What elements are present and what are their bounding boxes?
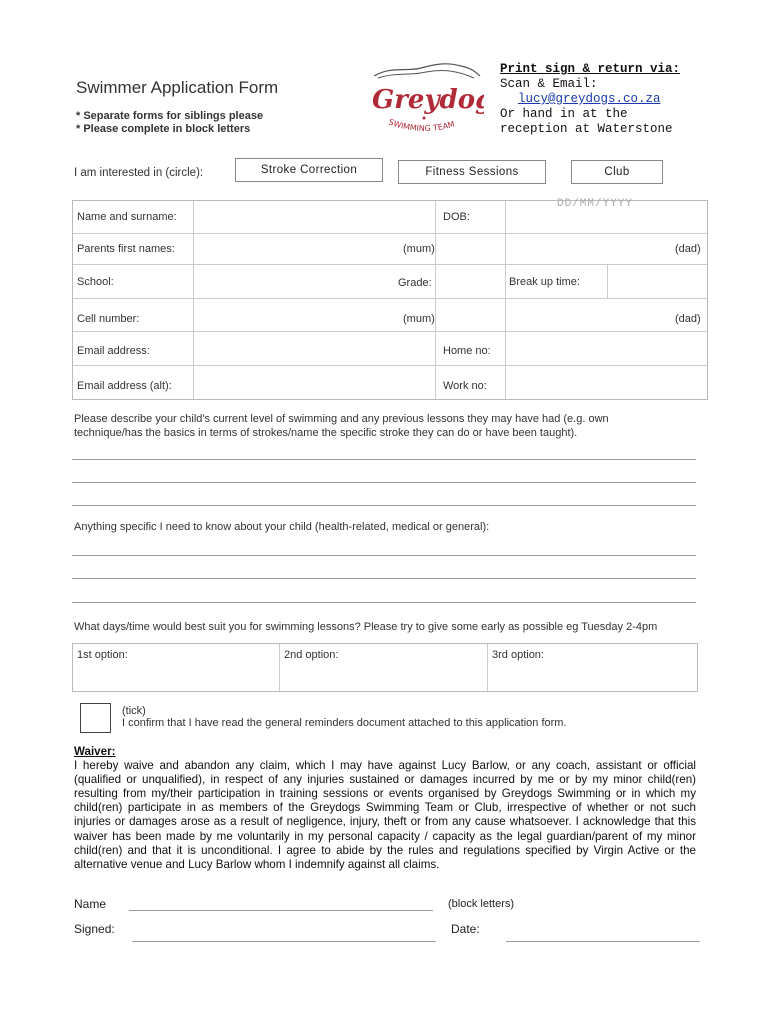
label-home: Home no:	[443, 345, 491, 357]
note-siblings: * Separate forms for siblings please	[76, 110, 264, 122]
days-options-table	[72, 643, 698, 692]
label-sign-name: Name	[74, 897, 107, 911]
label-mum: (mum)	[403, 243, 435, 255]
label-breakup: Break up time:	[509, 276, 580, 288]
waiver-text: I hereby waive and abandon any claim, which I may have against Lucy Barlow, or any coach, assistant or official (qualified or unqualified), in respect of any injuries sustained or damages incurred by me or by my minor child(ren) resulting from my/their participation in training sessions or events organised by Greydogs Swimming or in which my child(ren) participate in as members of the Greydogs Swimming Team or Club, irrespective of whether or not such injuries or damages arose as a result of negligence, injury, theft or from any cause whatsoever. I acknowledge that this waiver has been made by me voluntarily in my personal capacity / capacity as the legal guardian/parent of my minor child(ren) and that it is unconditional. I agree to abide by the rules and regulations specified by Virgin Active or the alternative venue and Lucy Barlow whom I indemnify against all claims.	[74, 759, 696, 871]
answer-line[interactable]	[72, 555, 696, 556]
label-cell-dad: (dad)	[675, 313, 701, 325]
question-swimming-level: Please describe your child's current level of swimming and any previous lessons they may have had (e.g. own technique/has the basics in terms of strokes/name the specific stroke they can do or have been taught).	[74, 413, 609, 439]
option-fitness-sessions[interactable]: Fitness Sessions	[398, 160, 546, 184]
label-second-option: 2nd option:	[284, 649, 339, 661]
details-table	[72, 200, 708, 400]
tick-hint: (tick)	[122, 705, 146, 717]
answer-line[interactable]	[72, 578, 696, 579]
interest-label: I am interested in (circle):	[74, 167, 204, 179]
note-block-letters: * Please complete in block letters	[76, 123, 251, 135]
input-dob[interactable]	[507, 201, 705, 232]
svg-text:SWIMMING TEAM: SWIMMING TEAM	[387, 117, 456, 134]
return-scan: Scan & Email:	[500, 77, 598, 91]
answer-line[interactable]	[72, 482, 696, 483]
question-specific: Anything specific I need to know about your child (health-related, medical or general):	[74, 521, 490, 533]
label-dob: DOB:	[443, 211, 470, 223]
return-heading: Print sign & return via:	[500, 62, 681, 76]
answer-line[interactable]	[72, 459, 696, 460]
return-reception: reception at Waterstone	[500, 122, 673, 136]
confirm-checkbox[interactable]	[80, 703, 111, 733]
label-dad: (dad)	[675, 243, 701, 255]
answer-line[interactable]	[72, 505, 696, 506]
label-work: Work no:	[443, 380, 487, 392]
return-hand: Or hand in at the	[500, 107, 628, 121]
date-line[interactable]	[506, 941, 700, 942]
waiver-section	[74, 745, 696, 872]
question-days: What days/time would best suit you for swimming lessons? Please try to give some early as possible eg Tuesday 2-4pm	[74, 621, 658, 633]
label-date: Date:	[451, 922, 480, 936]
name-line[interactable]	[129, 910, 433, 911]
input-name[interactable]	[195, 201, 433, 232]
label-block-letters: (block letters)	[448, 898, 515, 910]
label-parents: Parents first names:	[77, 243, 175, 255]
greydogs-logo	[366, 58, 484, 144]
form-title: Swimmer Application Form	[76, 78, 279, 97]
label-cell: Cell number:	[77, 313, 140, 325]
return-email-link[interactable]: lucy@greydogs.co.za	[518, 92, 661, 106]
label-school: School:	[77, 276, 114, 288]
waiver-heading: Waiver:	[74, 745, 116, 758]
label-signed: Signed:	[74, 922, 115, 936]
answer-line[interactable]	[72, 602, 696, 603]
label-third-option: 3rd option:	[492, 649, 544, 661]
dob-placeholder: DD/MM/YYYY	[557, 198, 634, 210]
label-name: Name and surname:	[77, 211, 177, 223]
option-stroke-correction[interactable]: Stroke Correction	[235, 158, 383, 182]
option-club[interactable]: Club	[571, 160, 663, 184]
label-cell-mum: (mum)	[403, 313, 435, 325]
label-email-alt: Email address (alt):	[77, 380, 172, 392]
label-email: Email address:	[77, 345, 150, 357]
signature-line[interactable]	[132, 941, 436, 942]
return-info	[500, 62, 680, 137]
confirm-text: I confirm that I have read the general reminders document attached to this application form.	[122, 717, 567, 729]
svg-text:Greydogs: Greydo	[372, 85, 476, 115]
label-first-option: 1st option:	[77, 649, 128, 661]
label-grade: Grade:	[398, 277, 432, 289]
